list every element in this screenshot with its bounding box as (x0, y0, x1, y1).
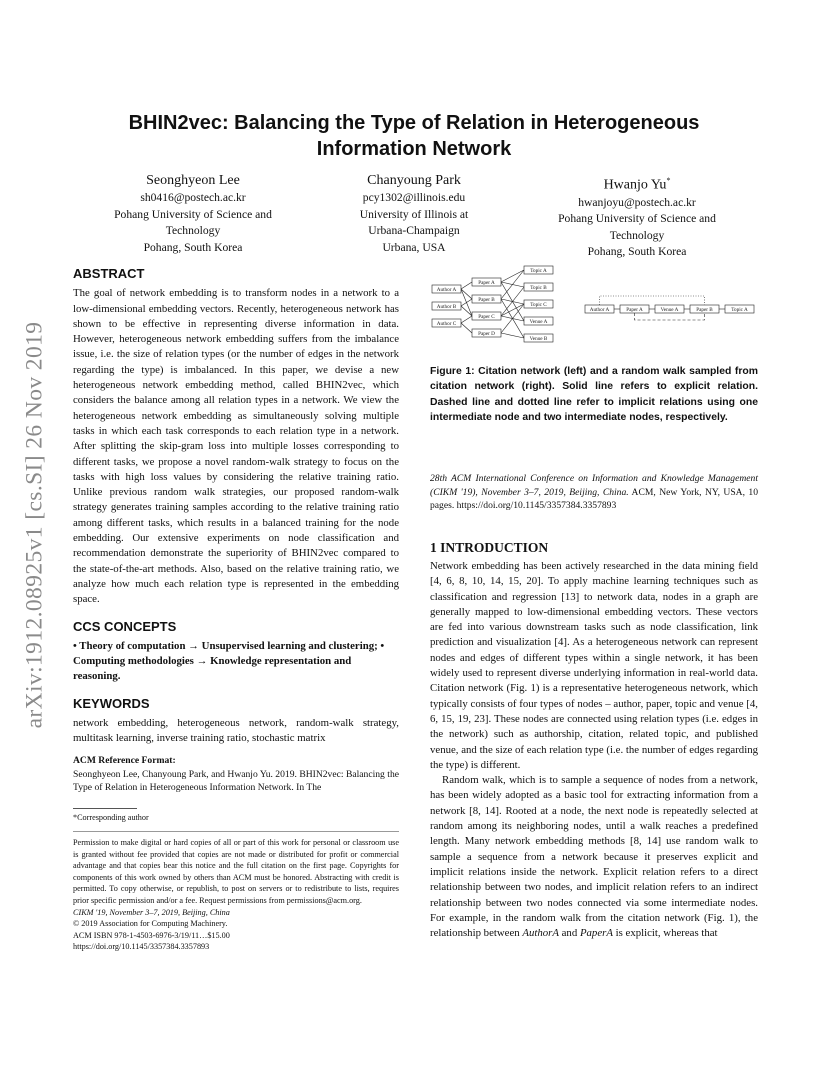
venue-node-label: Venue B (529, 335, 548, 342)
permission-rule (73, 831, 399, 832)
author-location: Pohang, South Korea (587, 245, 687, 259)
edge (461, 316, 472, 323)
author-block-3 (530, 172, 744, 261)
figure-1 (428, 262, 758, 354)
author-node-label: Author A (436, 286, 457, 293)
edge (461, 299, 472, 306)
author-email: hwanjoyu@postech.ac.kr (578, 195, 696, 209)
author-node-label: Author B (436, 303, 457, 310)
edge (501, 304, 524, 333)
acm-ref-text: Seonghyeon Lee, Chanyoung Park, and Hwanjo Yu. 2019. BHIN2vec: Balancing the Type of Relation in Heterogeneous Information Network. In The (73, 768, 399, 794)
right-column (430, 559, 758, 941)
edge (501, 282, 524, 287)
author-email: sh0416@postech.ac.kr (140, 191, 246, 204)
author-affiliation: Pohang University of Science and (114, 207, 272, 221)
citation-network-diagram (432, 266, 553, 342)
author-affiliation: University of Illinois at (359, 207, 469, 221)
keywords-heading: KEYWORDS (73, 695, 150, 711)
walk-node-label: Paper B (696, 306, 713, 313)
permission-text: Permission to make digital or hard copies of all or part of this work for personal or classroom use is granted without fee provided that copies are not made or distributed for profit or commercial advantage and that copies bear this notice and the full citation on the first page. Copyrights for components of this work owned by others than ACM must be honored. Abstracting with credit is permitted. To copy otherwise, or republish, to post on servers or to redistribute to lists, requires prior specific permission and/or a fee. Request permissions from permissions@acm.org. (73, 838, 399, 905)
edge (501, 270, 524, 282)
venue-note: 28th ACM International Conference on Information and Knowledge Management (CIKM '19), November 3–7, 2019, Beijing, China. ACM, New York, NY, USA, 10 pages. https://doi.org/10.1145/3357384.3357893 (430, 473, 758, 512)
edge (461, 323, 472, 333)
walk-node-label: Paper A (626, 306, 643, 313)
implicit-edge (635, 313, 705, 320)
author-block-2 (330, 172, 498, 256)
author-location: Pohang, South Korea (143, 240, 243, 254)
edge (461, 282, 472, 289)
author-affiliation: Pohang University of Science and (558, 212, 716, 226)
author-affiliation: Urbana-Champaign (368, 224, 460, 237)
edge (501, 299, 524, 304)
topic-node-label: Topic C (530, 301, 547, 308)
walk-node-label: Author A (589, 306, 610, 313)
title-line-1: BHIN2vec: Balancing the Type of Relation in Heterogeneous (128, 112, 700, 134)
walk-node-label: Venue A (660, 306, 679, 313)
abstract-heading: ABSTRACT (73, 266, 145, 281)
topic-node-label: Topic A (530, 267, 547, 274)
paper-node-label: Paper A (478, 279, 495, 286)
edge (501, 333, 524, 338)
implicit-edge (600, 296, 705, 305)
title-line-2: Information Network (316, 138, 512, 160)
doi-line: https://doi.org/10.1145/3357384.3357893 (73, 942, 210, 952)
permission-block (73, 837, 399, 953)
author-affiliation: Technology (609, 228, 665, 242)
figure-caption: Figure 1: Citation network (left) and a random walk sampled from citation network (right). Solid line refers to explicit relation. Dashed line and dotted line refer to implicit relations using one intermediate node and two intermediate nodes, respectively. (430, 366, 758, 423)
ccs-heading: CCS CONCEPTS (73, 618, 177, 634)
random-walk-diagram (585, 296, 754, 320)
paper-title (70, 110, 758, 162)
author-name: Hwanjo Yu* (603, 176, 671, 193)
walk-node-label: Topic A (731, 306, 748, 313)
intro-paragraph-1: Network embedding has been actively researched in the data mining field [4, 6, 8, 10, 14, 15, 20]. To apply machine learning techniques such as classification and regression [13] to network data, nodes in a graph are generally mapped to low-dimensional embedding vectors. These vectors are fed into various downstream tasks such as node classification, link prediction and visualization [4]. As a heterogeneous network can represent nodes and edges of different types within a single network, it has been widely used to represent diverse underlying information in real-world data. Citation network (Fig. 1) is a representative heterogeneous network, which typically consists of four types of nodes – author, paper, topic and venue [4, 6, 15, 19, 23]. These nodes are connected using relation types (i.e. edges in the network) such as authorship, citation, related topic, and published venue, and the size of each relation type (i.e. the number of edges regarding the type) is different. (430, 560, 758, 771)
arxiv-stamp: arXiv:1912.08925v1 [cs.SI] 26 Nov 2019 (21, 321, 48, 729)
edge (501, 304, 524, 316)
author-affiliation: Technology (165, 224, 221, 237)
copyright-line: © 2019 Association for Computing Machinery. (73, 919, 228, 929)
author-node-label: Author C (436, 320, 457, 327)
keywords-text: network embedding, heterogeneous network, random-walk strategy, multitask learning, inverse training ratio, stochastic matrix (73, 717, 399, 745)
edge (461, 289, 472, 299)
acm-ref-heading: ACM Reference Format: (73, 754, 176, 766)
abstract-text: The goal of network embedding is to transform nodes in a network to a low-dimensional embedding vectors. Recently, heterogeneous network has shown to be effective in representing diverse information in data. However, heterogeneous network embedding suffers from the imbalance issue, i.e. the size of relation types (or the number of edges in the network regarding the type) is imbalanced. In this paper, we devise a new heterogeneous network embedding method, called BHIN2vec, which considers the balance among all relation types in a network. We view the heterogeneous network embedding as simultaneously solving multiple tasks in which each task corresponds to each relation type in a network. After splitting the skip-gram loss into multiple losses corresponding to different tasks, we propose a novel random-walk strategy to focus on the tasks with high loss values by considering the relative training ratio. Unlike previous random walk strategies, our proposed random-walk strategy generates training samples according to the relative training ratio among different tasks, which results in a balanced training for the node embedding. Our extensive experiments on node classification and recommendation demonstrate the superiority of BHIN2vec compared to the state-of-the-art methods. Also, based on the relative training ratio, we analyze how much each relation type is represented in the embedding space. (73, 287, 399, 606)
author-location: Urbana, USA (382, 240, 446, 254)
ccs-text: • Theory of computation → Unsupervised learning and clustering; • Computing methodologies → Knowledge representation and reasoning. (73, 639, 385, 683)
intro-paragraph-2: Random walk, which is to sample a sequence of nodes from a network, has been widely adopted as a basic tool for extracting information from a network [8, 14]. Rooted at a node, the next node is repeatedly selected at random among its neighboring nodes, until a walk reaches a predefined length. Many network embedding methods [8, 14] use random walk to sample a sequence from a network because it preserves explicit and implicit relations inside the network. Explicit relation refers to a direct relationship between two nodes, and implicit relation refers to an indirect relationship between two nodes connected via some intermediate nodes. For example, in the random walk from the citation network (Fig. 1), the relationship between AuthorA and PaperA is explicit, whereas that (430, 774, 758, 940)
author-name: Seonghyeon Lee (146, 173, 240, 188)
footnote-corresponding: *Corresponding author (73, 813, 149, 822)
topic-node-label: Topic B (530, 284, 547, 291)
venue-node-label: Venue A (529, 318, 548, 325)
left-column (73, 266, 399, 795)
author-block-1 (86, 172, 300, 256)
author-email: pcy1302@illinois.edu (362, 191, 466, 204)
conference-line: CIKM '19, November 3–7, 2019, Beijing, China (73, 907, 230, 917)
edge (461, 306, 472, 316)
footnote-rule (73, 808, 137, 809)
paper-node-label: Paper B (478, 296, 495, 303)
paper-node-label: Paper C (478, 313, 495, 320)
author-name: Chanyoung Park (367, 173, 461, 188)
paper-node-label: Paper D (478, 330, 495, 337)
intro-heading: 1 INTRODUCTION (430, 540, 549, 555)
isbn-line: ACM ISBN 978-1-4503-6976-3/19/11…$15.00 (73, 930, 230, 940)
